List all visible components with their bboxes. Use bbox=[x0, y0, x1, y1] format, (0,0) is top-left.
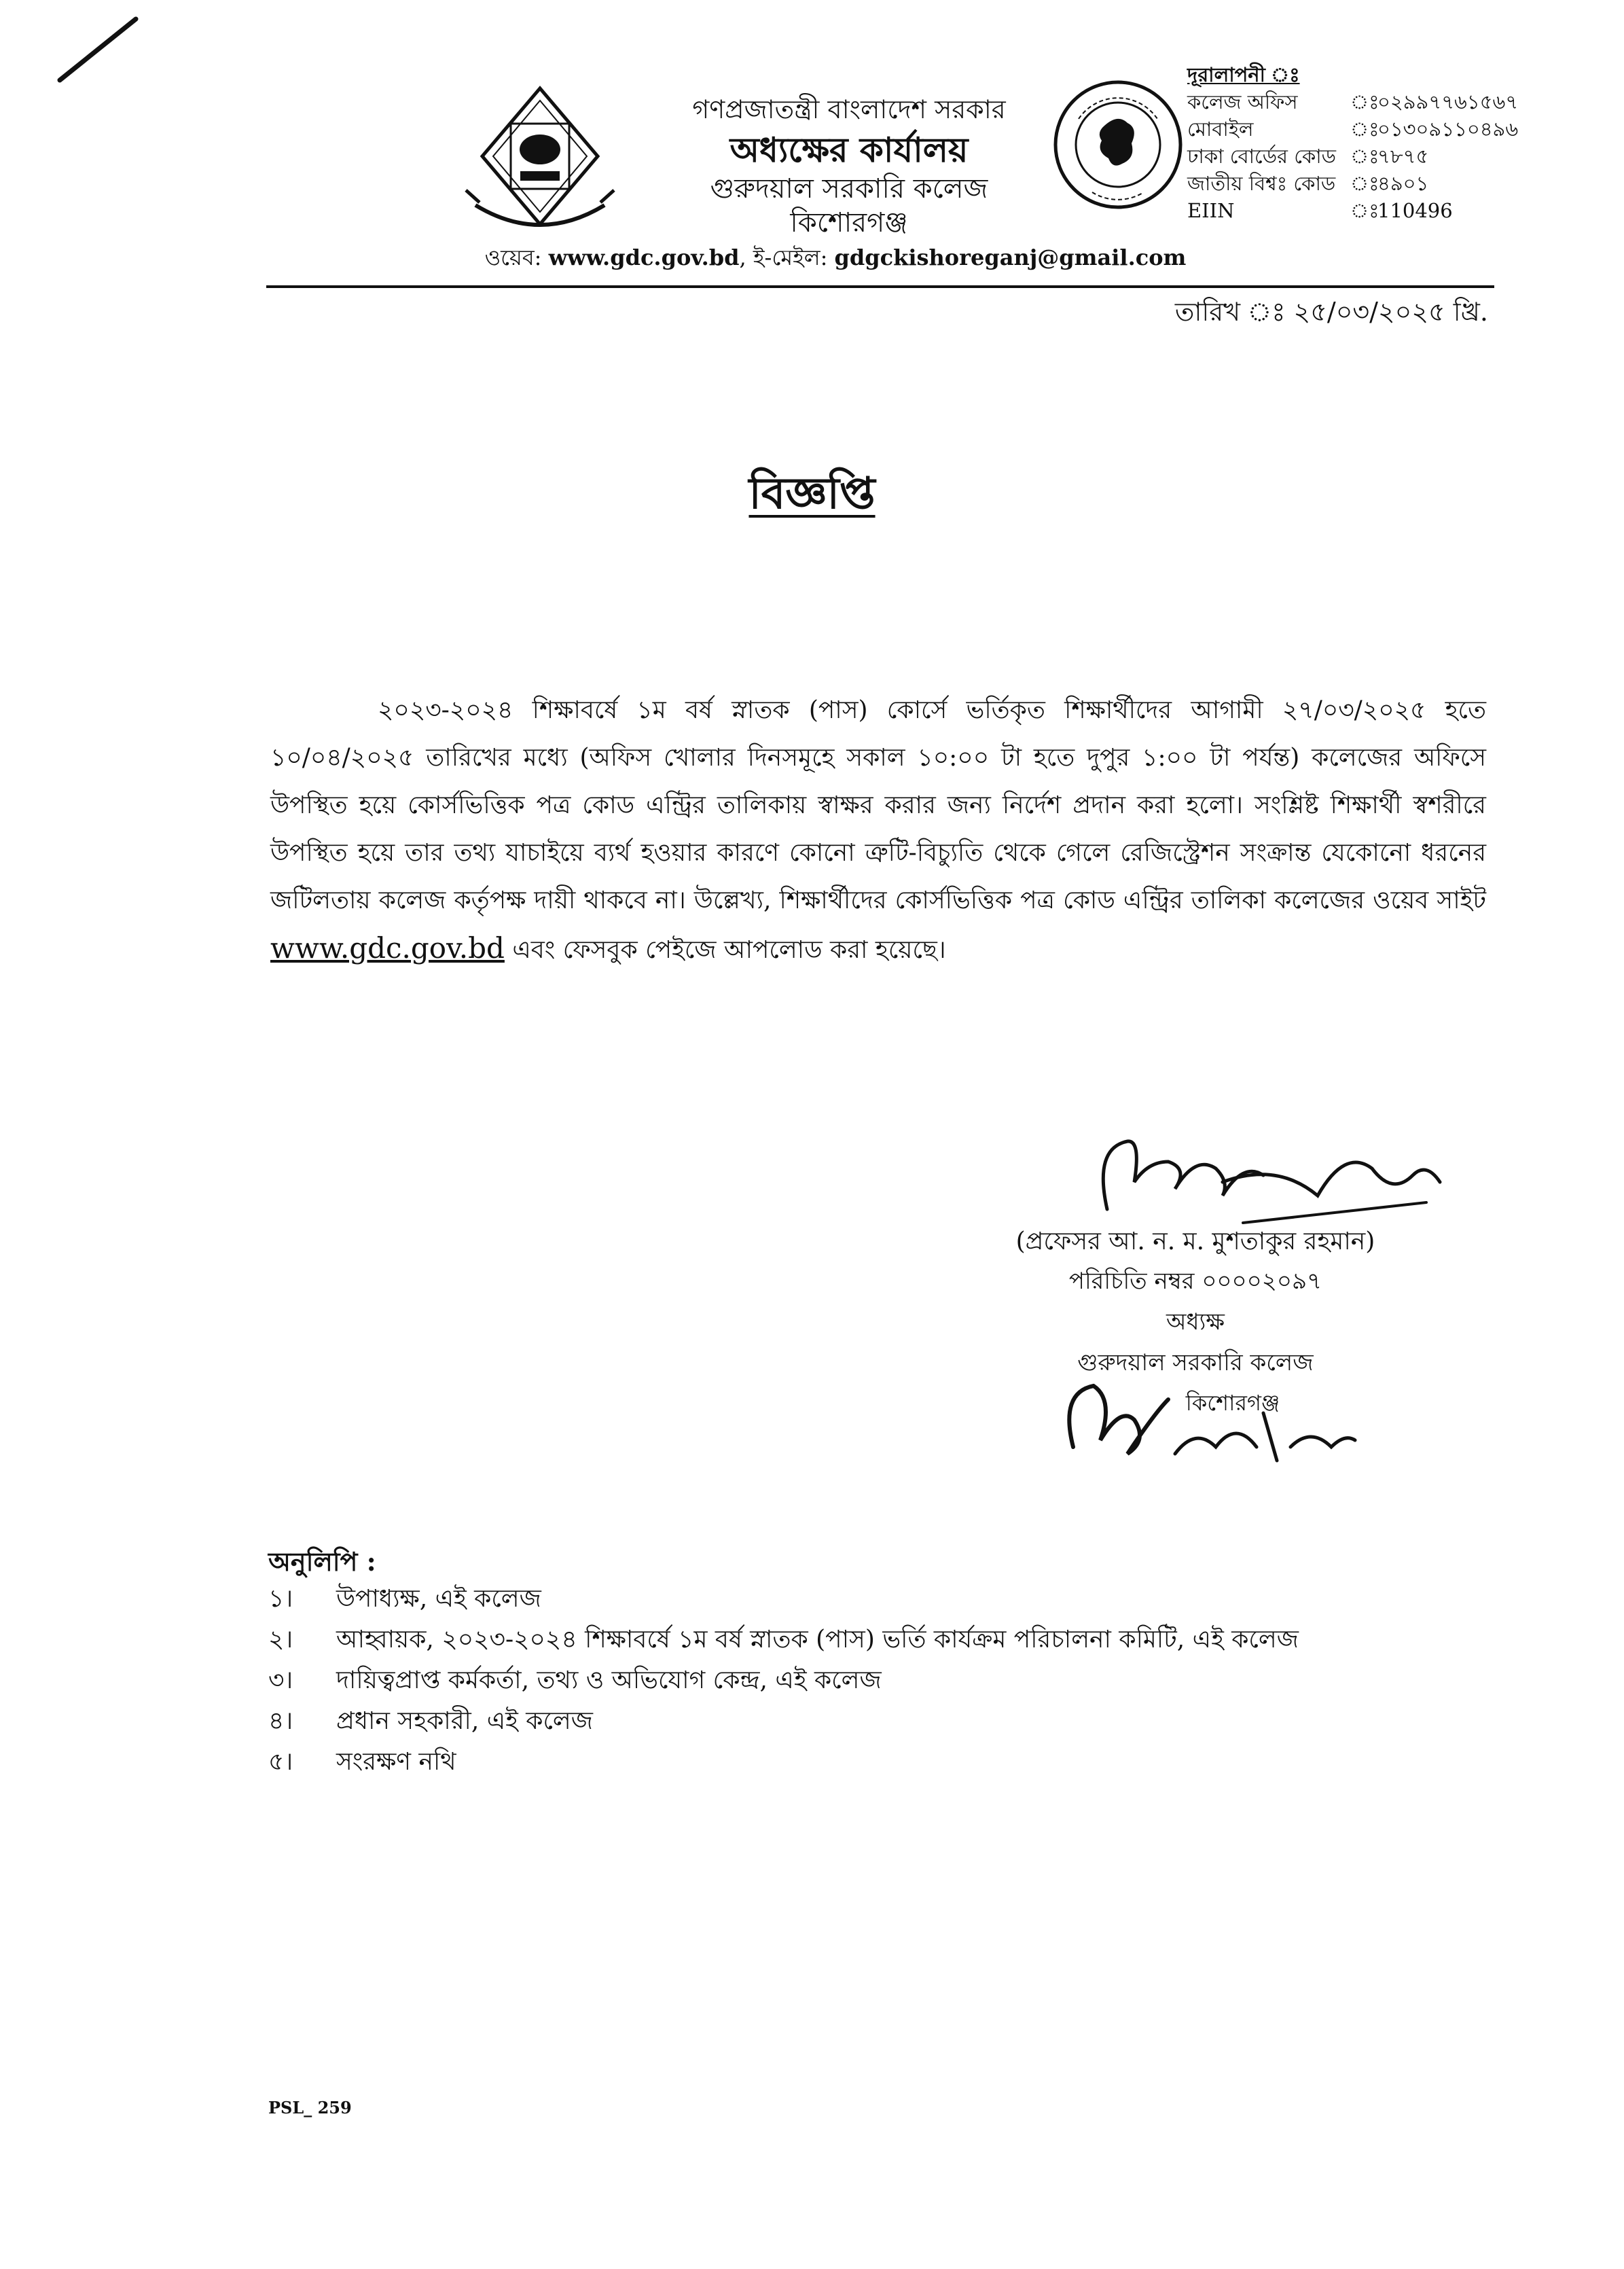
contact-value: ৪৯০১ bbox=[1377, 172, 1429, 195]
contact-value: 110496 bbox=[1377, 199, 1453, 222]
office-title: অধ্যক্ষের কার্যালয় bbox=[729, 130, 969, 170]
notice-body-tail: এবং ফেসবুক পেইজে আপলোড করা হয়েছে। bbox=[504, 936, 946, 964]
pen-mark bbox=[48, 14, 143, 88]
contact-row bbox=[1187, 170, 1540, 197]
contact-label: জাতীয় বিশ্বঃ কোড bbox=[1187, 172, 1336, 195]
list-item-number: ১। bbox=[268, 1585, 293, 1613]
list-item bbox=[268, 1621, 1559, 1662]
contact-label: মোবাইল bbox=[1187, 118, 1254, 141]
contact-sep: ঃ bbox=[1350, 145, 1379, 168]
list-item-number: ৪। bbox=[268, 1707, 293, 1735]
list-item-number: ৫। bbox=[268, 1748, 293, 1776]
contact-sep: ঃ bbox=[1350, 118, 1379, 141]
college-name: গুরুদয়াল সরকারি কলেজ bbox=[710, 173, 988, 204]
email-address[interactable]: gdgckishoreganj@gmail.com bbox=[834, 245, 1187, 270]
contact-heading: দূরালাপনী ঃ bbox=[1187, 63, 1300, 86]
list-item-text: সংরক্ষণ নথি bbox=[336, 1748, 456, 1776]
list-item-text: প্রধান সহকারী, এই কলেজ bbox=[336, 1707, 593, 1735]
signatory-name: (প্রফেসর আ. ন. ম. মুশতাকুর রহমান) bbox=[1015, 1228, 1375, 1255]
signatory-id: পরিচিতি নম্বর ০০০০২০৯৭ bbox=[1068, 1268, 1322, 1295]
government-line: গণপ্রজাতন্ত্রী বাংলাদেশ সরকার bbox=[692, 94, 1006, 124]
college-logo-icon bbox=[462, 82, 618, 245]
list-item bbox=[268, 1662, 1559, 1702]
header-divider bbox=[266, 285, 1494, 288]
contact-value: ৭৮৭৫ bbox=[1377, 145, 1429, 168]
contact-value: ০২৯৯৭৭৬১৫৬৭ bbox=[1377, 90, 1519, 113]
contact-row bbox=[1187, 143, 1540, 170]
list-item-number: ২। bbox=[268, 1626, 293, 1654]
contact-label: EIIN bbox=[1187, 199, 1235, 222]
email-label: , ই-মেইল: bbox=[739, 245, 828, 270]
list-item-text: দায়িত্বপ্রাপ্ত কর্মকর্তা, তথ্য ও অভিযোগ কেন্দ্র, এই কলেজ bbox=[336, 1666, 882, 1694]
list-item-number: ৩। bbox=[268, 1666, 293, 1694]
date-line: তারিখ ঃ ২৫/০৩/২০২৫ খ্রি. bbox=[1174, 297, 1488, 327]
web-email-line bbox=[408, 240, 1263, 277]
notice-title bbox=[0, 461, 1624, 533]
contact-block bbox=[1187, 61, 1540, 224]
contact-label: কলেজ অফিস bbox=[1187, 90, 1298, 113]
contact-sep: ঃ bbox=[1350, 199, 1379, 222]
notice-website-link[interactable]: www.gdc.gov.bd bbox=[270, 931, 505, 965]
signatory-title: অধ্যক্ষ bbox=[1166, 1308, 1225, 1336]
contact-row bbox=[1187, 88, 1540, 115]
contact-row bbox=[1187, 115, 1540, 143]
list-item bbox=[268, 1743, 1559, 1784]
list-item bbox=[268, 1702, 1559, 1743]
list-item bbox=[268, 1580, 1559, 1621]
principal-signature bbox=[1087, 1121, 1454, 1230]
contact-label: ঢাকা বোর্ডের কোড bbox=[1187, 145, 1337, 168]
list-item-text: আহ্বায়ক, ২০২৩-২০২৪ শিক্ষাবর্ষে ১ম বর্ষ স্নাতক (পাস) ভর্তি কার্যক্রম পরিচালনা কমিটি, এই কলেজ bbox=[336, 1626, 1299, 1654]
notice-body-text: ২০২৩-২০২৪ শিক্ষাবর্ষে ১ম বর্ষ স্নাতক (পাস) কোর্সে ভর্তিকৃত শিক্ষার্থীদের আগামী ২৭/০৩/২০২৫ হতে ১০/০৪/২০২৫ তারিখের মধ্যে (অফিস খোলার দিনসমূহে সকাল ১০:০০ টা হতে দুপুর ১:০০ টা পর্যন্ত) কলেজের অফিসে উপস্থিত হয়ে কোর্সভিত্তিক পত্র কোড এন্ট্রির তালিকায় স্বাক্ষর করার জন্য নির্দেশ প্রদান করা হলো। সংশ্লিষ্ট শিক্ষার্থী স্বশরীরে উপস্থিত হয়ে তার তথ্য যাচাইয়ে ব্যর্থ হওয়ার কারণে কোনো ত্রুটি-বিচ্যুতি থেকে গেলে রেজিস্ট্রেশন সংক্রান্ত যেকোনো ধরনের জটিলতায় কলেজ কর্তৃপক্ষ দায়ী থাকবে না। উল্লেখ্য, শিক্ষার্থীদের কোর্সভিত্তিক পত্র কোড এন্ট্রির তালিকা কলেজের ওয়েব সাইট bbox=[270, 696, 1487, 914]
web-url[interactable]: www.gdc.gov.bd bbox=[548, 245, 740, 270]
web-label: ওয়েব: bbox=[484, 245, 542, 270]
copies-heading: অনুলিপি : bbox=[268, 1546, 376, 1577]
signatory-city: কিশোরগঞ্জ bbox=[1185, 1390, 1280, 1416]
contact-sep: ঃ bbox=[1350, 172, 1379, 195]
list-item-text: উপাধ্যক্ষ, এই কলেজ bbox=[336, 1585, 541, 1613]
government-seal-icon bbox=[1051, 78, 1185, 211]
college-city: কিশোরগঞ্জ bbox=[790, 207, 908, 238]
footer-code: PSL_ 259 bbox=[268, 2098, 352, 2118]
signatory-college: গুরুদয়াল সরকারি কলেজ bbox=[1077, 1349, 1314, 1376]
copies-list bbox=[268, 1580, 1559, 1784]
notice-title-text: বিজ্ঞপ্তি bbox=[748, 468, 876, 519]
contact-row bbox=[1187, 197, 1540, 224]
notice-body bbox=[270, 687, 1486, 974]
contact-sep: ঃ bbox=[1350, 90, 1379, 113]
contact-value: ০১৩০৯১১০৪৯৬ bbox=[1377, 118, 1519, 141]
